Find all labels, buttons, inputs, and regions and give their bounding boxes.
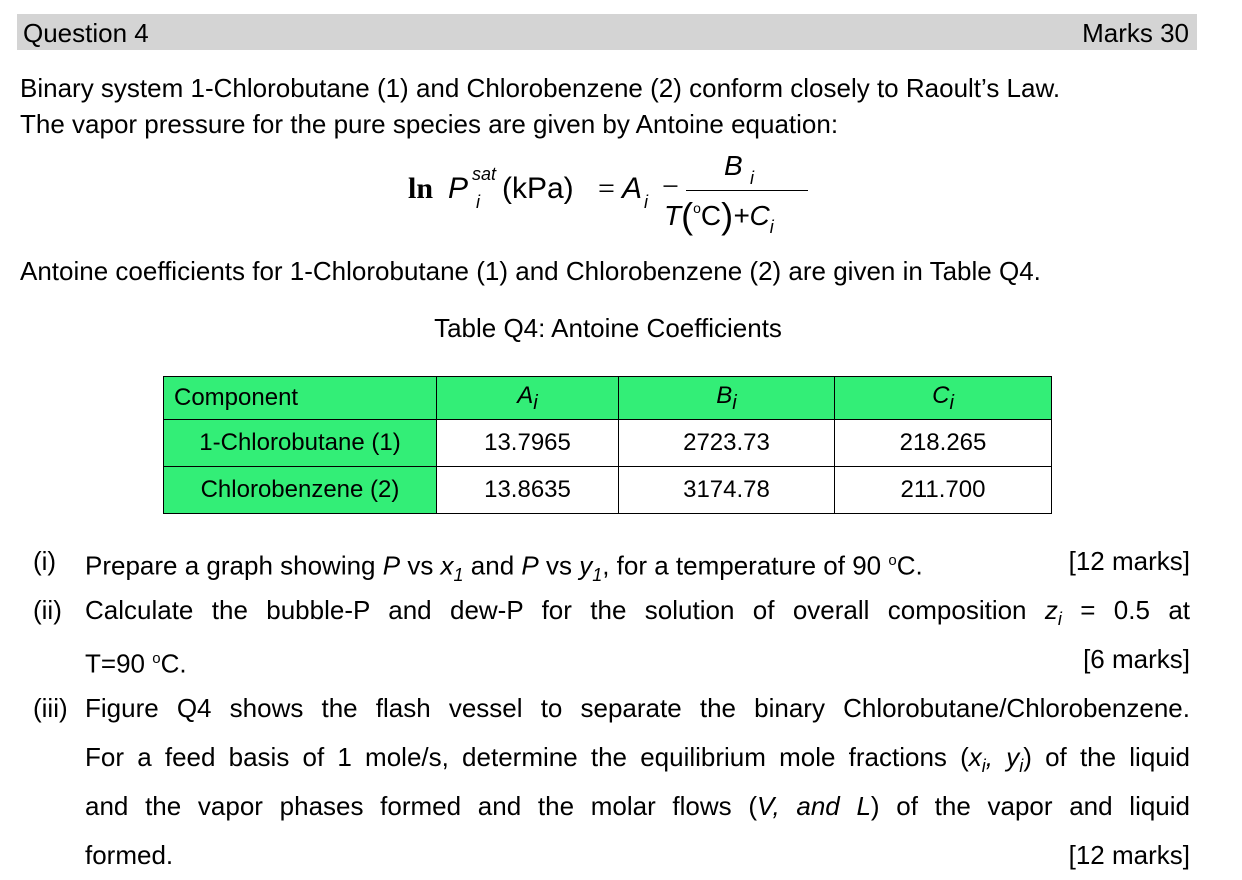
row-a: 13.7965	[437, 420, 619, 467]
part-iii-text-2: For a feed basis of 1 mole/s, determine the equilibrium mole fractions ($x_i$, $y_i$) of the liquid	[85, 742, 1190, 776]
row-component: Chlorobenzene (2)	[164, 467, 437, 514]
eq-b: B	[724, 150, 743, 181]
part-iii-text-4: formed.	[85, 840, 174, 870]
part-i-marks: [12 marks]	[1068, 546, 1190, 576]
header-a: $A_i$	[437, 377, 619, 420]
part-ii-text-2: T=90 $^o$C.	[85, 648, 187, 679]
eq-unit: (kPa)	[502, 172, 574, 205]
eq-c-unit: C	[700, 200, 722, 231]
header-component: Component	[164, 377, 437, 420]
row-c: 211.700	[835, 467, 1052, 514]
row-b: 2723.73	[619, 420, 835, 467]
table-caption: Table Q4: Antoine Coefficients	[434, 313, 782, 343]
part-ii-marks: [6 marks]	[1083, 644, 1190, 674]
antoine-table	[163, 376, 1052, 514]
question-header	[17, 14, 1197, 50]
part-i-number: (i)	[33, 546, 57, 576]
header-c: $C_i$	[835, 377, 1052, 420]
part-ii-text: Calculate the bubble-P and dew-P for the solution of overall composition $z_i = 0.5$ at	[85, 595, 1190, 629]
eq-a: A	[622, 172, 643, 205]
part-ii-number: (ii)	[33, 595, 62, 625]
table-header-row	[164, 377, 1052, 420]
part-iii-text-1: Figure Q4 shows the flash vessel to separate the binary Chlorobutane/Chlorobenzene.	[85, 693, 1190, 723]
eq-c-sub: i	[769, 217, 774, 237]
part-iii-number: (iii)	[33, 693, 68, 723]
eq-sat: sat	[472, 164, 497, 184]
part-iii-marks: [12 marks]	[1068, 840, 1190, 870]
eq-fraction-bar	[686, 190, 808, 191]
eq-equals: =	[598, 172, 615, 205]
header-b: $B_i$	[619, 377, 835, 420]
question-number: Question 4	[23, 18, 149, 48]
intro-line-2: The vapor pressure for the pure species are given by Antoine equation:	[20, 109, 839, 139]
eq-denominator: $T(^oC)+C_i$	[664, 195, 774, 237]
part-i-text: Prepare a graph showing P vs $x_1$ and P vs $y_1$, for a temperature of 90 $^o$C.	[85, 550, 923, 585]
question-marks: Marks 30	[1082, 18, 1189, 48]
intro-line-1: Binary system 1-Chlorobutane (1) and Chlorobenzene (2) conform closely to Raoult’s Law.	[20, 73, 1061, 103]
eq-ln: ln	[408, 172, 434, 205]
row-c: 218.265	[835, 420, 1052, 467]
row-component: 1-Chlorobutane (1)	[164, 420, 437, 467]
antoine-text: Antoine coefficients for 1-Chlorobutane (1) and Chlorobenzene (2) are given in Table Q4.	[20, 256, 1041, 286]
table-row	[164, 467, 1052, 514]
part-iii-text-3: and the vapor phases formed and the molar flows (V, and L) of the vapor and liquid	[85, 791, 1190, 821]
antoine-equation	[408, 150, 828, 238]
eq-plus-c: +C	[733, 200, 770, 231]
eq-p: P	[448, 172, 469, 205]
table-row	[164, 420, 1052, 467]
row-b: 3174.78	[619, 467, 835, 514]
eq-t: T	[664, 200, 682, 231]
eq-b-sub: i	[750, 168, 754, 188]
eq-p-sub: i	[476, 192, 480, 212]
eq-a-sub: i	[644, 192, 648, 212]
row-a: 13.8635	[437, 467, 619, 514]
eq-minus: −	[662, 170, 679, 203]
